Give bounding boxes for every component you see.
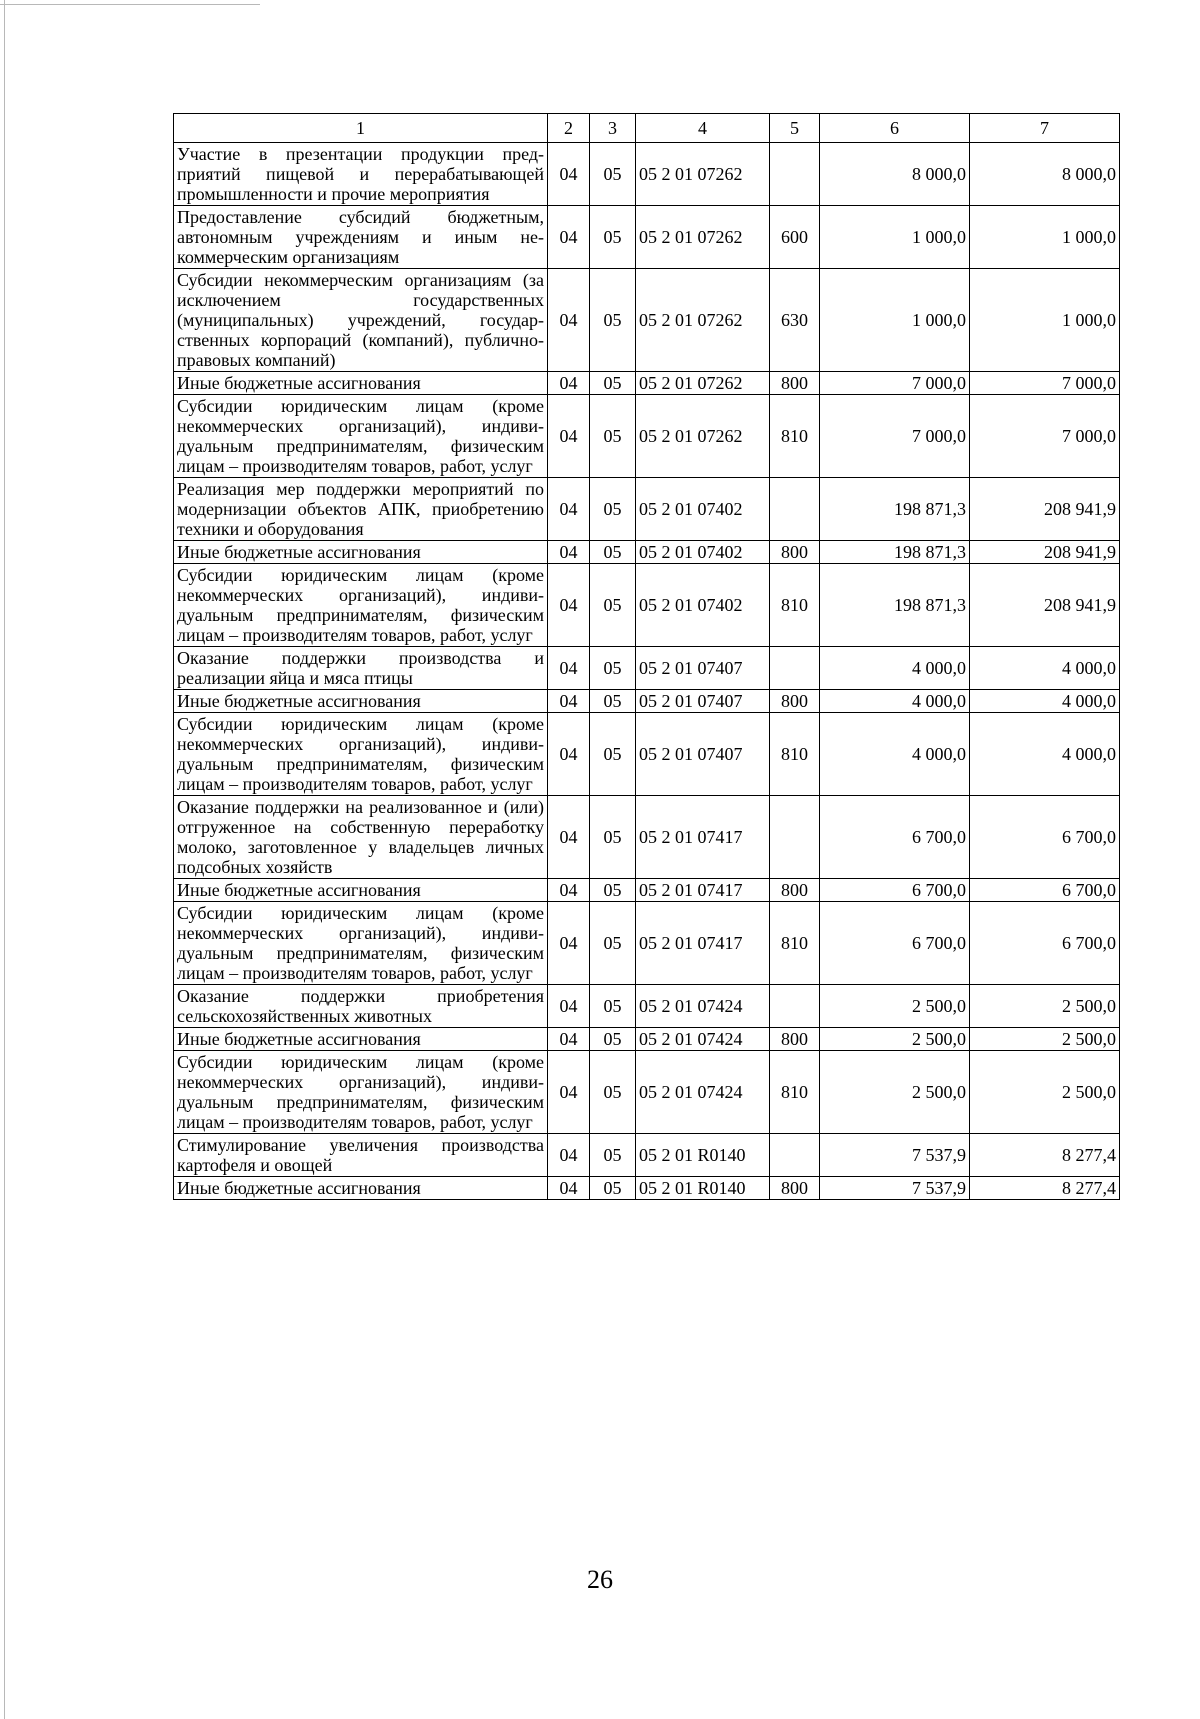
- expense-type-code: 600: [770, 206, 820, 269]
- section-code: 04: [548, 796, 590, 879]
- row-description: Субсидии юридическим лицам (кроме некоммерческих организаций), индивидуальным предпринимателям, физическим лицам – производителям товаров, работ, услуг: [174, 713, 548, 796]
- target-article-code: 05 2 01 R0140: [636, 1134, 770, 1177]
- target-article-code: 05 2 01 R0140: [636, 1177, 770, 1200]
- subsection-code: 05: [590, 1134, 636, 1177]
- row-description: Иные бюджетные ассигнования: [174, 690, 548, 713]
- amount-year-2: 8 277,4: [970, 1134, 1120, 1177]
- amount-year-2: 4 000,0: [970, 713, 1120, 796]
- amount-year-2: 6 700,0: [970, 902, 1120, 985]
- amount-year-2: 1 000,0: [970, 269, 1120, 372]
- target-article-code: 05 2 01 07407: [636, 690, 770, 713]
- budget-table-container: [173, 113, 1119, 1200]
- amount-year-1: 8 000,0: [820, 143, 970, 206]
- expense-type-code: [770, 1134, 820, 1177]
- section-code: 04: [548, 395, 590, 478]
- target-article-code: 05 2 01 07424: [636, 985, 770, 1028]
- amount-year-2: 4 000,0: [970, 690, 1120, 713]
- section-code: 04: [548, 1177, 590, 1200]
- amount-year-2: 6 700,0: [970, 796, 1120, 879]
- column-header-4: 4: [636, 114, 770, 143]
- table-row: [174, 690, 1120, 713]
- subsection-code: 05: [590, 1177, 636, 1200]
- amount-year-1: 1 000,0: [820, 206, 970, 269]
- amount-year-2: 8 000,0: [970, 143, 1120, 206]
- subsection-code: 05: [590, 713, 636, 796]
- amount-year-1: 1 000,0: [820, 269, 970, 372]
- table-row: [174, 478, 1120, 541]
- row-description: Субсидии некоммерческим организациям (за исключением государственных (муниципальных) учреждений, государственных корпораций (компаний), публично-правовых компаний): [174, 269, 548, 372]
- column-header-6: 6: [820, 114, 970, 143]
- scan-edge-left: [4, 0, 5, 1719]
- target-article-code: 05 2 01 07407: [636, 647, 770, 690]
- table-row: [174, 1028, 1120, 1051]
- expense-type-code: 810: [770, 1051, 820, 1134]
- row-description: Иные бюджетные ассигнования: [174, 879, 548, 902]
- target-article-code: 05 2 01 07262: [636, 372, 770, 395]
- section-code: 04: [548, 541, 590, 564]
- amount-year-1: 7 000,0: [820, 395, 970, 478]
- section-code: 04: [548, 713, 590, 796]
- row-description: Иные бюджетные ассигнования: [174, 1028, 548, 1051]
- row-description: Иные бюджетные ассигнования: [174, 372, 548, 395]
- row-description: Участие в презентации продукции предприятий пищевой и перерабатывающей промышленности и прочие мероприятия: [174, 143, 548, 206]
- expense-type-code: 810: [770, 564, 820, 647]
- section-code: 04: [548, 206, 590, 269]
- row-description: Оказание поддержки производства и реализации яйца и мяса птицы: [174, 647, 548, 690]
- target-article-code: 05 2 01 07262: [636, 143, 770, 206]
- table-row: [174, 206, 1120, 269]
- amount-year-1: 7 000,0: [820, 372, 970, 395]
- table-row: [174, 541, 1120, 564]
- amount-year-1: 2 500,0: [820, 1051, 970, 1134]
- subsection-code: 05: [590, 478, 636, 541]
- table-row: [174, 143, 1120, 206]
- expense-type-code: [770, 796, 820, 879]
- expense-type-code: 630: [770, 269, 820, 372]
- table-row: [174, 372, 1120, 395]
- table-row: [174, 902, 1120, 985]
- page-number: 26: [587, 1565, 613, 1594]
- row-description: Оказание поддержки приобретения сельскохозяйственных животных: [174, 985, 548, 1028]
- amount-year-1: 2 500,0: [820, 1028, 970, 1051]
- row-description: Стимулирование увеличения производства картофеля и овощей: [174, 1134, 548, 1177]
- target-article-code: 05 2 01 07424: [636, 1028, 770, 1051]
- section-code: 04: [548, 1028, 590, 1051]
- table-row: [174, 1051, 1120, 1134]
- row-description: Иные бюджетные ассигнования: [174, 1177, 548, 1200]
- column-header-1: 1: [174, 114, 548, 143]
- amount-year-2: 8 277,4: [970, 1177, 1120, 1200]
- subsection-code: 05: [590, 269, 636, 372]
- amount-year-1: 6 700,0: [820, 902, 970, 985]
- row-description: Субсидии юридическим лицам (кроме некоммерческих организаций), индивидуальным предпринимателям, физическим лицам – производителям товаров, работ, услуг: [174, 1051, 548, 1134]
- row-description: Предоставление субсидий бюджетным, автономным учреждениям и иным некоммерческим организациям: [174, 206, 548, 269]
- amount-year-1: 6 700,0: [820, 796, 970, 879]
- subsection-code: 05: [590, 372, 636, 395]
- expense-type-code: [770, 143, 820, 206]
- expense-type-code: 800: [770, 690, 820, 713]
- amount-year-1: 4 000,0: [820, 647, 970, 690]
- column-header-3: 3: [590, 114, 636, 143]
- expense-type-code: 800: [770, 541, 820, 564]
- target-article-code: 05 2 01 07402: [636, 478, 770, 541]
- amount-year-1: 6 700,0: [820, 879, 970, 902]
- amount-year-2: 2 500,0: [970, 1051, 1120, 1134]
- section-code: 04: [548, 478, 590, 541]
- table-row: [174, 1177, 1120, 1200]
- section-code: 04: [548, 647, 590, 690]
- expense-type-code: 810: [770, 902, 820, 985]
- amount-year-2: 2 500,0: [970, 1028, 1120, 1051]
- subsection-code: 05: [590, 647, 636, 690]
- target-article-code: 05 2 01 07402: [636, 541, 770, 564]
- target-article-code: 05 2 01 07424: [636, 1051, 770, 1134]
- amount-year-2: 1 000,0: [970, 206, 1120, 269]
- amount-year-2: 208 941,9: [970, 478, 1120, 541]
- amount-year-1: 4 000,0: [820, 713, 970, 796]
- amount-year-2: 6 700,0: [970, 879, 1120, 902]
- subsection-code: 05: [590, 985, 636, 1028]
- amount-year-1: 198 871,3: [820, 564, 970, 647]
- amount-year-2: 4 000,0: [970, 647, 1120, 690]
- amount-year-2: 2 500,0: [970, 985, 1120, 1028]
- section-code: 04: [548, 879, 590, 902]
- row-description: Субсидии юридическим лицам (кроме некоммерческих организаций), индивидуальным предпринимателям, физическим лицам – производителям товаров, работ, услуг: [174, 564, 548, 647]
- section-code: 04: [548, 269, 590, 372]
- section-code: 04: [548, 372, 590, 395]
- section-code: 04: [548, 1134, 590, 1177]
- table-row: [174, 713, 1120, 796]
- section-code: 04: [548, 143, 590, 206]
- target-article-code: 05 2 01 07417: [636, 879, 770, 902]
- target-article-code: 05 2 01 07417: [636, 902, 770, 985]
- table-row: [174, 796, 1120, 879]
- row-description: Реализация мер поддержки мероприятий по модернизации объектов АПК, приобретению техники и оборудования: [174, 478, 548, 541]
- expense-type-code: 810: [770, 713, 820, 796]
- budget-table: [173, 113, 1120, 1200]
- subsection-code: 05: [590, 1051, 636, 1134]
- table-row: [174, 985, 1120, 1028]
- subsection-code: 05: [590, 541, 636, 564]
- budget-table-body: [174, 114, 1120, 1200]
- amount-year-2: 7 000,0: [970, 372, 1120, 395]
- expense-type-code: 810: [770, 395, 820, 478]
- subsection-code: 05: [590, 143, 636, 206]
- subsection-code: 05: [590, 902, 636, 985]
- subsection-code: 05: [590, 564, 636, 647]
- amount-year-2: 208 941,9: [970, 541, 1120, 564]
- target-article-code: 05 2 01 07407: [636, 713, 770, 796]
- table-row: [174, 647, 1120, 690]
- amount-year-1: 7 537,9: [820, 1177, 970, 1200]
- table-row: [174, 395, 1120, 478]
- table-row: [174, 1134, 1120, 1177]
- subsection-code: 05: [590, 395, 636, 478]
- amount-year-1: 2 500,0: [820, 985, 970, 1028]
- table-row: [174, 879, 1120, 902]
- section-code: 04: [548, 902, 590, 985]
- column-header-5: 5: [770, 114, 820, 143]
- subsection-code: 05: [590, 796, 636, 879]
- expense-type-code: 800: [770, 372, 820, 395]
- section-code: 04: [548, 690, 590, 713]
- column-header-2: 2: [548, 114, 590, 143]
- table-row: [174, 269, 1120, 372]
- row-description: Субсидии юридическим лицам (кроме некоммерческих организаций), индивидуальным предпринимателям, физическим лицам – производителям товаров, работ, услуг: [174, 902, 548, 985]
- amount-year-1: 4 000,0: [820, 690, 970, 713]
- column-number-header-row: [174, 114, 1120, 143]
- subsection-code: 05: [590, 690, 636, 713]
- subsection-code: 05: [590, 206, 636, 269]
- expense-type-code: 800: [770, 879, 820, 902]
- amount-year-2: 7 000,0: [970, 395, 1120, 478]
- amount-year-1: 198 871,3: [820, 478, 970, 541]
- target-article-code: 05 2 01 07262: [636, 395, 770, 478]
- amount-year-1: 198 871,3: [820, 541, 970, 564]
- expense-type-code: [770, 647, 820, 690]
- section-code: 04: [548, 564, 590, 647]
- subsection-code: 05: [590, 879, 636, 902]
- expense-type-code: 800: [770, 1177, 820, 1200]
- row-description: Оказание поддержки на реализованное и (или) отгруженное на собственную переработку молоко, заготовленное у владельцев личных подсобных хозяйств: [174, 796, 548, 879]
- row-description: Иные бюджетные ассигнования: [174, 541, 548, 564]
- amount-year-1: 7 537,9: [820, 1134, 970, 1177]
- table-row: [174, 564, 1120, 647]
- row-description: Субсидии юридическим лицам (кроме некоммерческих организаций), индивидуальным предпринимателям, физическим лицам – производителям товаров, работ, услуг: [174, 395, 548, 478]
- target-article-code: 05 2 01 07402: [636, 564, 770, 647]
- expense-type-code: [770, 478, 820, 541]
- target-article-code: 05 2 01 07262: [636, 269, 770, 372]
- target-article-code: 05 2 01 07417: [636, 796, 770, 879]
- target-article-code: 05 2 01 07262: [636, 206, 770, 269]
- expense-type-code: [770, 985, 820, 1028]
- scan-edge-top: [0, 4, 260, 5]
- section-code: 04: [548, 1051, 590, 1134]
- section-code: 04: [548, 985, 590, 1028]
- amount-year-2: 208 941,9: [970, 564, 1120, 647]
- column-header-7: 7: [970, 114, 1120, 143]
- expense-type-code: 800: [770, 1028, 820, 1051]
- subsection-code: 05: [590, 1028, 636, 1051]
